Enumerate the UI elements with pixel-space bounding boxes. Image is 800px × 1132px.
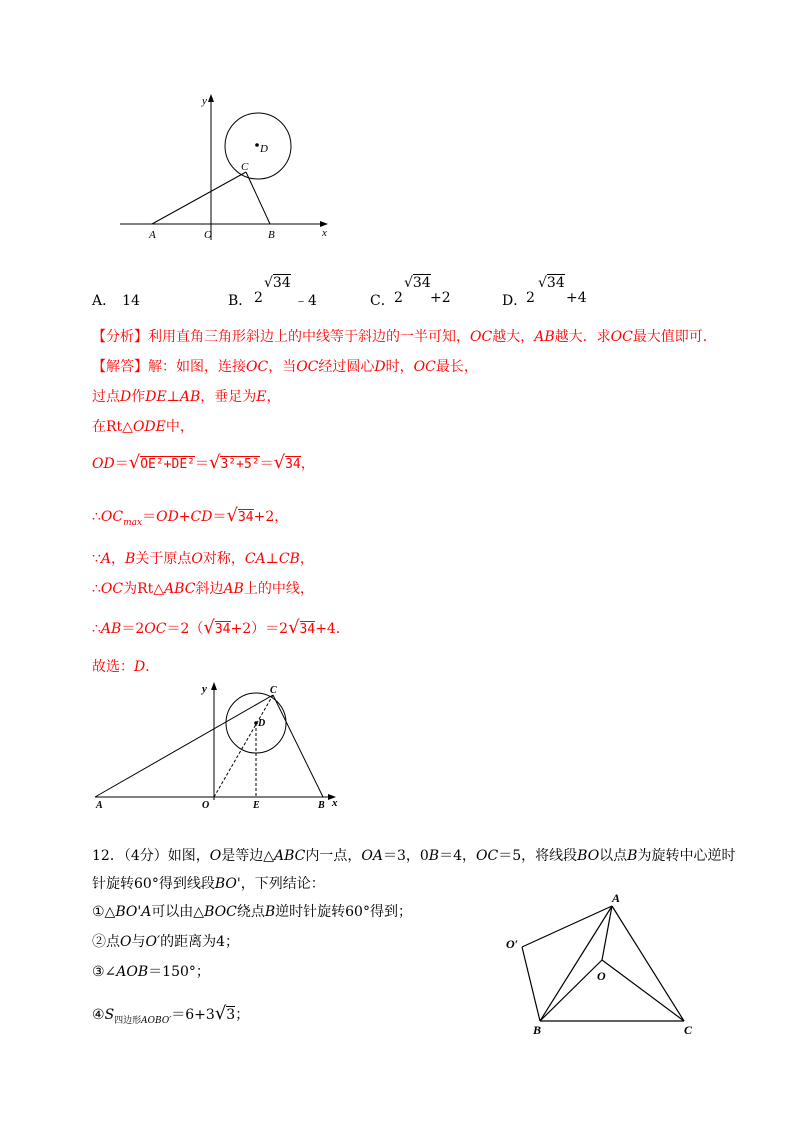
q12-conclusion-2: ②点O与O′的距离为4； (92, 934, 240, 950)
segment-bo-prime (522, 947, 540, 1021)
segment-cb (273, 695, 323, 797)
segment-ac (95, 695, 273, 797)
label-d: D (260, 143, 268, 155)
segment-oc (602, 960, 684, 1021)
figure-1-circle-coordinate (110, 90, 340, 250)
label-a: A (612, 891, 621, 905)
segment-ac (152, 172, 246, 224)
label-b: B (268, 229, 275, 241)
label-a: A (96, 800, 103, 810)
solution-line-3: 在Rt△ODE中， (92, 419, 194, 435)
q12-conclusion-4: $④S_{四边形AOBO'}=6+3√3$； (92, 1003, 250, 1026)
solution-line-2: 过点D作DE⊥AB，垂足为E， (92, 389, 281, 405)
label-d: D (258, 718, 266, 729)
figure-3-equilateral-triangle (500, 888, 710, 1038)
label-y: y (202, 95, 207, 107)
solution-line-4: OD＝√OE²+DE²＝√3²+5²＝√34， (92, 452, 315, 473)
label-b: B (318, 800, 325, 810)
segment-ac (612, 906, 684, 1021)
q12-conclusion-1: ①△BO'A可以由△BOC绕点B逆时针旋转60°得到； (92, 904, 412, 920)
label-o: O (204, 229, 212, 241)
q12-line-2: 针旋转60°得到线段BO'，下列结论： (92, 876, 325, 892)
q12-line-1: 12．（4分）如图，O是等边△ABC内一点，OA＝3，0B＝4，OC＝5，将线段BO以点B为旋转中心逆时 (92, 848, 736, 864)
label-x: x (322, 227, 327, 239)
y-axis-arrow (211, 682, 217, 690)
label-o: O (597, 969, 606, 983)
solution-line-7: ∴OC为Rt△ABC斜边AB上的中线， (92, 581, 314, 597)
label-a: A (149, 229, 156, 241)
segment-ba (540, 906, 612, 1021)
label-e: E (253, 800, 260, 810)
label-c: C (270, 685, 277, 696)
label-o-prime: O′ (506, 937, 519, 951)
label-x: x (332, 797, 338, 809)
label-b: B (533, 1023, 542, 1037)
segment-bo (540, 960, 602, 1021)
solution-line-9: 故选：D． (92, 659, 160, 675)
solution-line-5: $\therefore OC_{max}=OD+CD=√34+2$， (92, 505, 289, 528)
segment-oc-dashed (214, 695, 273, 797)
figure-2-solution-diagram (90, 678, 350, 810)
label-c: C (684, 1023, 693, 1037)
solution-line-6: ∵A，B关于原点O对称，CA⊥CB， (92, 551, 314, 567)
y-axis-arrow (208, 94, 214, 102)
analysis-line: 【分析】利用直角三角形斜边上的中线等于斜边的一半可知，OC越大，AB越大．求OC最大值即可． (92, 329, 717, 345)
solution-line-8: ∴AB＝2OC＝2（√34+2）＝2√34+4． (92, 617, 350, 638)
center-d-dot (255, 143, 259, 147)
label-c: C (241, 161, 249, 173)
solution-line-1: 【解答】解：如图，连接OC，当OC经过圆心D时，OC最长， (92, 359, 478, 375)
q12-conclusion-3: ③∠AOB＝150°； (92, 964, 210, 980)
label-o: O (202, 800, 210, 810)
label-y: y (202, 683, 207, 695)
option-a: A． 14 (92, 293, 140, 309)
segment-cb (246, 172, 270, 224)
